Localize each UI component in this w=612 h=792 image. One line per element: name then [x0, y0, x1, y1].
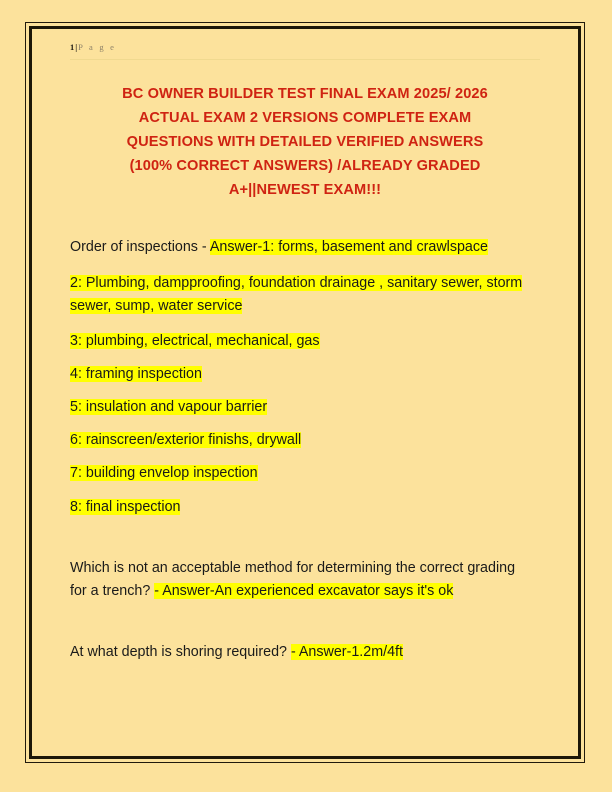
page-header	[70, 28, 540, 60]
question-text-3: At what depth is shoring required?	[70, 644, 291, 661]
step-highlight-7: 7: building envelop inspection	[70, 465, 258, 482]
section-spacer-1	[70, 529, 540, 557]
step-highlight-6: 6: rainscreen/exterior finishs, drywall	[70, 432, 302, 449]
question-text-1: Order of inspections -	[70, 239, 210, 256]
title-line-2: ACTUAL EXAM 2 VERSIONS COMPLETE EXAM	[138, 110, 472, 127]
inspection-step-5	[70, 396, 525, 419]
answer-highlight-2: - Answer-An experienced excavator says it's ok	[154, 582, 454, 599]
title-line-4: (100% CORRECT ANSWERS) /ALREADY GRADED	[129, 158, 481, 175]
answer-highlight-3: - Answer-1.2m/4ft	[290, 644, 403, 661]
qa-block-trench-grading	[70, 557, 525, 603]
qa-block-inspection-order	[70, 236, 525, 259]
folio-page-number: 1	[70, 42, 75, 52]
qa-block-shoring-depth	[70, 641, 525, 664]
document-body	[70, 236, 540, 664]
folio	[70, 42, 116, 52]
question-text-2: Which is not an acceptable method for determining the correct grading for a trench?	[70, 559, 516, 599]
inspection-step-4	[70, 363, 525, 386]
step-highlight-4: 4: framing inspection	[70, 366, 202, 383]
inspection-step-7	[70, 462, 525, 485]
step-highlight-8: 8: final inspection	[70, 498, 181, 515]
answer-highlight-1: Answer-1: forms, basement and crawlspace	[209, 239, 488, 256]
inspection-step-6	[70, 429, 525, 452]
folio-separator: |	[75, 42, 78, 52]
title-line-5: A+||NEWEST EXAM!!!	[228, 182, 382, 199]
inspection-step-2	[70, 272, 525, 318]
step-highlight-3: 3: plumbing, electrical, mechanical, gas	[70, 332, 320, 349]
title-line-3: QUESTIONS WITH DETAILED VERIFIED ANSWERS	[126, 134, 484, 151]
title-line-1: BC OWNER BUILDER TEST FINAL EXAM 2025/ 2026	[122, 86, 488, 102]
step-highlight-5: 5: insulation and vapour barrier	[70, 399, 268, 416]
document-title	[70, 82, 540, 202]
inspection-step-8	[70, 496, 525, 519]
page-content	[37, 28, 573, 753]
inspection-step-3	[70, 330, 525, 353]
step-highlight-2: 2: Plumbing, dampproofing, foundation drainage , sanitary sewer, storm sewer, sump, water service	[70, 274, 523, 314]
folio-label: P a g e	[78, 42, 117, 52]
section-spacer-2	[70, 615, 540, 641]
